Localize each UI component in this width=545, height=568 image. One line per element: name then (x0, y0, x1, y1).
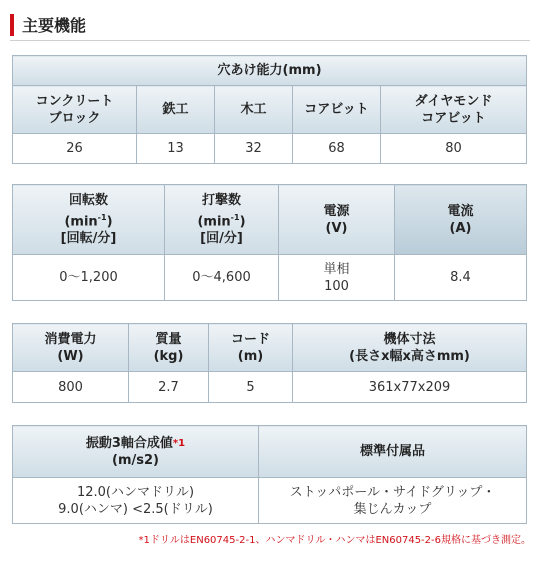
impact-rate-unit: $(\min^{-1})$ (197, 212, 246, 230)
value-weight: 2.7 (129, 372, 209, 403)
value-dimensions: 361x77x209 (293, 372, 527, 403)
value-diamond-core-bit: 80 (381, 134, 527, 164)
physical-spec-table (12, 323, 527, 403)
value-cord: 5 (209, 372, 293, 403)
col-core-bit: コアビット (293, 86, 381, 134)
value-wood: 32 (215, 134, 293, 164)
value-core-bit: 68 (293, 134, 381, 164)
value-power-consumption: 800 (13, 372, 129, 403)
col-accessories: 標準付属品 (259, 426, 527, 478)
col-steel: 鉄工 (137, 86, 215, 134)
value-accessories: ストッパポール・サイドグリップ・ 集じんカップ (259, 478, 527, 524)
footnote-mark: *1 (172, 437, 186, 449)
col-rotation-speed (13, 185, 165, 255)
footnote: *1ドリルはEN60745-2-1、ハンマドリル・ハンマはEN60745-2-6規格に基づき測定。 (138, 535, 531, 546)
impact-rate-label: 打撃数 (201, 192, 241, 208)
section-title: 主要機能 (22, 16, 87, 35)
value-concrete-block: 26 (13, 134, 137, 164)
vibration-accessory-table (12, 425, 527, 524)
drilling-capacity-table (12, 55, 527, 164)
impact-rate-unit-jp: [回/分] (200, 231, 243, 247)
col-impact-rate (165, 185, 279, 255)
value-vibration: 12.0(ハンマドリル) 9.0(ハンマ) <2.5(ドリル) (13, 478, 259, 524)
col-power-consumption: 消費電力 (W) (13, 324, 129, 372)
col-weight: 質量 (kg) (129, 324, 209, 372)
value-current: 8.4 (395, 255, 527, 301)
value-power-source: 単相 100 (279, 255, 395, 301)
col-concrete-block: コンクリート ブロック (13, 86, 137, 134)
col-power-source: 電源 (V) (279, 185, 395, 255)
col-dimensions: 機体寸法 (長さx幅x高さmm) (293, 324, 527, 372)
section-header (10, 12, 530, 42)
rotation-speed-unit-jp: [回転/分] (60, 231, 117, 247)
vibration-unit: (m/s2) (112, 452, 159, 468)
drilling-capacity-caption: 穴あけ能力(mm) (13, 56, 527, 86)
col-cord: コード (m) (209, 324, 293, 372)
value-impact-rate: 0〜4,600 (165, 255, 279, 301)
rotation-speed-label: 回転数 (68, 192, 108, 208)
col-current: 電流 (A) (395, 185, 527, 255)
header-accent-bar (10, 14, 14, 36)
value-steel: 13 (137, 134, 215, 164)
col-vibration (13, 426, 259, 478)
col-wood: 木工 (215, 86, 293, 134)
speed-power-table (12, 184, 527, 301)
vibration-label: 振動3軸合成値$^{*1}$ (85, 435, 186, 451)
header-divider (10, 40, 530, 41)
rotation-speed-unit: $(\min^{-1})$ (64, 212, 113, 230)
col-diamond-core-bit: ダイヤモンド コアビット (381, 86, 527, 134)
value-rotation-speed: 0〜1,200 (13, 255, 165, 301)
